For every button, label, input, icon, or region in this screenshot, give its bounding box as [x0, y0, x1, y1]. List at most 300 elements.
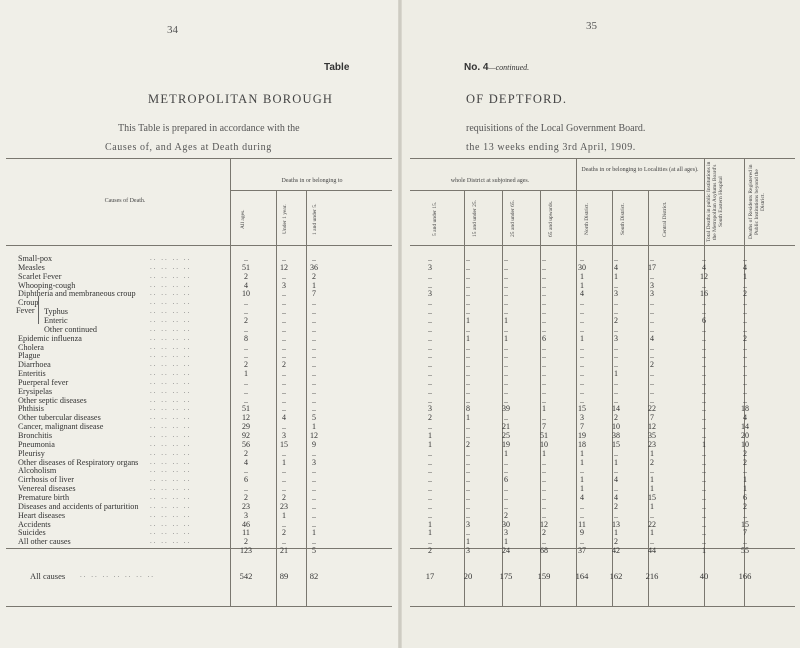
table-cell: 1 — [580, 448, 584, 458]
leader-dots: .. .. .. .. — [150, 307, 192, 316]
leader-dots: .. .. .. .. — [150, 262, 192, 271]
table-cell: .. — [650, 386, 654, 396]
table-cell: .. — [312, 466, 316, 476]
cause-label: Small-pox — [18, 254, 53, 263]
table-cell: 4 — [650, 333, 654, 343]
table-cell: 20 — [741, 431, 749, 440]
table-cell: .. — [428, 484, 432, 494]
table-cell: .. — [580, 386, 584, 396]
table-cell: .. — [580, 351, 584, 361]
header-rule-left — [6, 245, 392, 246]
table-cell: 1 — [580, 333, 584, 343]
table-cell: .. — [466, 298, 470, 308]
table-cell: .. — [542, 466, 546, 476]
table-cell: .. — [702, 254, 706, 263]
table-cell: .. — [702, 298, 706, 308]
table-cell: .. — [504, 501, 508, 511]
table-cell: 2 — [466, 439, 470, 449]
table-cell: .. — [743, 537, 747, 547]
table-cell: 1 — [466, 333, 470, 343]
right-subtitle2: the 13 weeks ending 3rd April, 1909. — [466, 142, 636, 153]
cause-label: Scarlet Fever — [18, 271, 62, 281]
table-cell: .. — [282, 537, 286, 547]
table-cell: .. — [312, 395, 316, 405]
table-cell: 4 — [244, 457, 248, 467]
table-cell: .. — [580, 377, 584, 387]
table-cell: .. — [312, 377, 316, 387]
leader-dots: .. .. .. .. — [150, 431, 192, 439]
table-cell: 2 — [650, 457, 654, 467]
left-page-number: 34 — [167, 24, 178, 36]
table-cell: 2 — [504, 510, 508, 520]
leader-dots: .. .. .. .. — [150, 466, 192, 475]
table-cell: .. — [702, 431, 706, 440]
table-cell: 51 — [540, 431, 548, 440]
table-cell: 4 — [702, 262, 706, 272]
table-cell: 4 — [282, 413, 286, 423]
table-cell: .. — [580, 324, 584, 334]
vrule — [230, 158, 231, 606]
table-cell: .. — [650, 369, 654, 379]
right-page-number: 35 — [586, 20, 597, 32]
table-cell: .. — [282, 289, 286, 299]
table-cell: .. — [614, 484, 618, 494]
table-cell: .. — [312, 386, 316, 396]
table-cell: .. — [428, 369, 432, 379]
table-cell: .. — [466, 501, 470, 511]
table-cell: .. — [614, 307, 618, 317]
table-cell: 8 — [466, 404, 470, 414]
table-cell: 14 — [741, 422, 749, 432]
leader-dots: .. .. .. .. — [150, 537, 192, 546]
table-cell: .. — [702, 333, 706, 343]
cause-label: Enteritis — [18, 369, 46, 379]
header-rule-right — [410, 245, 795, 246]
table-cell: .. — [312, 537, 316, 547]
cause-label: Phthisis — [18, 404, 44, 414]
table-cell: .. — [312, 298, 316, 308]
table-cell: .. — [542, 395, 546, 405]
table-cell: .. — [542, 457, 546, 467]
table-cell: 2 — [244, 537, 248, 547]
cause-label: Croup — [18, 298, 39, 308]
bottom-rule-left — [6, 606, 392, 607]
table-cell: 13 — [612, 519, 620, 529]
table-cell: .. — [743, 254, 747, 263]
table-cell: 24 — [502, 546, 510, 556]
table-cell: .. — [702, 369, 706, 379]
table-cell: .. — [282, 298, 286, 308]
leader-dots: .. .. .. .. — [150, 475, 192, 484]
table-cell: 2 — [244, 315, 248, 325]
table-cell: .. — [650, 466, 654, 476]
table-cell: 11 — [578, 519, 586, 529]
table-cell: .. — [312, 369, 316, 379]
table-cell: .. — [702, 395, 706, 405]
table-cell: .. — [702, 448, 706, 458]
table-cell: .. — [282, 254, 286, 263]
table-cell: 1 — [282, 510, 286, 520]
table-cell: 2 — [743, 457, 747, 467]
table-cell: 1 — [282, 457, 286, 467]
table-cell: 4 — [743, 262, 747, 272]
table-cell: 1 — [466, 315, 470, 325]
table-cell: 1 — [312, 422, 316, 432]
table-cell: .. — [428, 448, 432, 458]
cause-label: Bronchitis — [18, 431, 53, 440]
table-cell: .. — [542, 315, 546, 325]
table-cell: .. — [428, 298, 432, 308]
table-cell: 23 — [242, 501, 250, 511]
leader-dots: .. .. .. .. — [150, 271, 192, 280]
table-cell: 2 — [282, 492, 286, 502]
table-cell: 3 — [282, 431, 286, 440]
table-cell: 1 — [466, 537, 470, 547]
table-cell: .. — [312, 404, 316, 414]
table-cell: .. — [702, 377, 706, 387]
cause-label: Whooping-cough — [18, 280, 76, 290]
table-cell: .. — [542, 289, 546, 299]
table-cell: 44 — [648, 546, 656, 556]
table-cell: .. — [282, 351, 286, 361]
group-header-localities: Deaths in or belonging to Localities (at all ages). — [581, 167, 699, 173]
table-cell: 7 — [650, 413, 654, 423]
table-cell: .. — [743, 510, 747, 520]
table-cell: 3 — [614, 289, 618, 299]
table-cell: .. — [282, 475, 286, 485]
table-cell: .. — [428, 280, 432, 290]
table-cell: .. — [542, 342, 546, 352]
table-cell: .. — [312, 315, 316, 325]
table-cell: 2 — [650, 360, 654, 370]
table-cell: 2 — [614, 537, 618, 547]
table-cell: .. — [428, 386, 432, 396]
table-cell: .. — [312, 448, 316, 458]
table-cell: .. — [650, 510, 654, 520]
table-cell: 1 — [580, 457, 584, 467]
leader-dots: .. .. .. .. — [150, 448, 192, 457]
table-cell: .. — [614, 448, 618, 458]
bottom-rule-right — [410, 606, 795, 607]
table-number-label: No. 4—continued. — [464, 62, 530, 73]
table-cell: .. — [504, 492, 508, 502]
table-cell: .. — [650, 324, 654, 334]
table-cell: 1 — [312, 280, 316, 290]
table-cell: 1 — [580, 271, 584, 281]
table-cell: .. — [702, 307, 706, 317]
col-header-north: North District. — [584, 202, 590, 236]
table-cell: .. — [743, 298, 747, 308]
table-cell: 4 — [614, 475, 618, 485]
leader-dots: .. .. .. .. — [150, 422, 192, 431]
total-cell: 20 — [463, 571, 473, 581]
leader-dots: .. .. .. .. — [150, 333, 192, 342]
table-cell: 12 — [242, 413, 250, 423]
table-cell: .. — [312, 342, 316, 352]
cause-col-header: Causes of Death. — [104, 198, 146, 204]
table-cell: .. — [466, 280, 470, 290]
table-cell: .. — [650, 377, 654, 387]
table-cell: 3 — [580, 413, 584, 423]
table-cell: .. — [650, 271, 654, 281]
table-cell: 3 — [244, 510, 248, 520]
table-cell: .. — [312, 519, 316, 529]
table-cell: 15 — [578, 404, 586, 414]
leader-dots: .. .. .. .. .. .. .. — [80, 571, 155, 579]
total-cell: 175 — [499, 571, 513, 581]
table-cell: 1 — [312, 528, 316, 538]
table-cell: .. — [580, 342, 584, 352]
table-cell: .. — [244, 298, 248, 308]
table-cell: 6 — [504, 475, 508, 485]
table-cell: .. — [614, 324, 618, 334]
table-cell: 4 — [743, 413, 747, 423]
table-cell: 22 — [648, 519, 656, 529]
leader-dots: .. .. .. .. — [150, 342, 192, 351]
table-cell: .. — [312, 360, 316, 370]
table-cell: .. — [312, 324, 316, 334]
total-cell: 89 — [279, 571, 289, 581]
table-cell: 1 — [504, 315, 508, 325]
table-cell: .. — [580, 537, 584, 547]
cause-label: Measles — [18, 262, 45, 272]
table-cell: 15 — [648, 492, 656, 502]
table-cell: 4 — [580, 289, 584, 299]
table-cell: .. — [580, 360, 584, 370]
table-cell: .. — [743, 386, 747, 396]
table-cell: .. — [466, 528, 470, 538]
table-cell: .. — [428, 537, 432, 547]
table-cell: .. — [614, 298, 618, 308]
table-cell: .. — [650, 254, 654, 263]
table-cell: 10 — [741, 439, 749, 449]
table-cell: 1 — [244, 369, 248, 379]
table-cell: .. — [504, 271, 508, 281]
table-cell: .. — [702, 510, 706, 520]
table-cell: 2 — [244, 448, 248, 458]
table-cell: .. — [702, 280, 706, 290]
table-cell: .. — [428, 510, 432, 520]
table-cell: 8 — [244, 333, 248, 343]
total-rule-left — [6, 548, 392, 549]
table-cell: .. — [282, 386, 286, 396]
table-cell: .. — [542, 369, 546, 379]
table-cell: 18 — [741, 404, 749, 414]
table-cell: .. — [244, 342, 248, 352]
table-cell: .. — [282, 422, 286, 432]
table-cell: 1 — [702, 439, 706, 449]
cause-label: Premature birth — [18, 492, 70, 502]
col-header-15-25: 15 and under 25. — [472, 200, 478, 238]
table-cell: .. — [542, 298, 546, 308]
cause-label: Plague — [18, 351, 41, 361]
table-cell: .. — [504, 457, 508, 467]
table-cell: .. — [580, 254, 584, 263]
leader-dots: .. .. .. .. — [150, 351, 192, 360]
total-cell: 159 — [537, 571, 551, 581]
left-subtitle: This Table is prepared in accordance with the — [118, 123, 300, 134]
table-cell: .. — [428, 501, 432, 511]
table-cell: .. — [650, 342, 654, 352]
table-cell: .. — [542, 262, 546, 272]
table-cell: .. — [650, 315, 654, 325]
table-cell: .. — [282, 271, 286, 281]
table-cell: 1 — [650, 475, 654, 485]
table-cell: .. — [428, 271, 432, 281]
table-cell: .. — [466, 342, 470, 352]
col-header-1-5: 1 and under 5. — [312, 203, 318, 235]
total-cell: 166 — [738, 571, 752, 581]
table-cell: .. — [428, 342, 432, 352]
table-cell: .. — [428, 324, 432, 334]
table-rule-top-left — [6, 158, 392, 159]
table-cell: .. — [504, 342, 508, 352]
table-cell: .. — [614, 254, 618, 263]
table-cell: .. — [702, 484, 706, 494]
table-cell: 4 — [614, 492, 618, 502]
table-cell: 3 — [428, 404, 432, 414]
table-cell: .. — [282, 404, 286, 414]
table-cell: 2 — [743, 501, 747, 511]
book-spine — [398, 0, 402, 648]
table-cell: .. — [466, 457, 470, 467]
table-cell: .. — [702, 457, 706, 467]
col-header-residents-beyond: Deaths of Residents Registered in Public Institutions beyond the District. — [748, 164, 766, 240]
table-cell: .. — [466, 377, 470, 387]
table-cell: 2 — [244, 492, 248, 502]
table-cell: .. — [466, 484, 470, 494]
table-cell: 1 — [702, 546, 706, 556]
table-cell: 1 — [504, 333, 508, 343]
table-cell: 2 — [614, 315, 618, 325]
leader-dots: .. .. .. .. — [150, 360, 192, 369]
table-cell: 1 — [466, 413, 470, 423]
table-cell: .. — [702, 501, 706, 511]
table-cell: .. — [466, 466, 470, 476]
table-cell: 39 — [502, 404, 510, 414]
table-cell: .. — [312, 484, 316, 494]
table-cell: 68 — [540, 546, 548, 556]
table-cell: .. — [282, 377, 286, 387]
leader-dots: .. .. .. .. — [150, 528, 192, 537]
table-cell: 21 — [280, 546, 288, 556]
table-cell: 10 — [242, 289, 250, 299]
table-cell: 19 — [578, 431, 586, 440]
col-header-all-ages: All ages. — [240, 209, 246, 229]
table-cell: 35 — [648, 431, 656, 440]
table-cell: 1 — [650, 484, 654, 494]
leader-dots: .. .. .. .. — [150, 484, 192, 493]
leader-dots: .. .. .. .. — [150, 492, 192, 501]
table-cell: 1 — [504, 537, 508, 547]
table-cell: .. — [244, 466, 248, 476]
table-cell: .. — [542, 492, 546, 502]
table-cell: 12 — [310, 431, 318, 440]
table-cell: .. — [466, 431, 470, 440]
total-cell: 162 — [609, 571, 623, 581]
cause-label: Diphtheria and membraneous croup — [18, 289, 136, 299]
leader-dots: .. .. .. .. — [150, 501, 192, 510]
cause-label: Heart diseases — [18, 510, 66, 520]
table-cell: 7 — [542, 422, 546, 432]
table-cell: .. — [542, 360, 546, 370]
table-cell: .. — [504, 324, 508, 334]
table-cell: 51 — [242, 262, 250, 272]
table-cell: .. — [282, 395, 286, 405]
table-cell: 1 — [580, 280, 584, 290]
table-cell: 2 — [244, 360, 248, 370]
table-cell: 10 — [612, 422, 620, 432]
table-cell: .. — [504, 289, 508, 299]
cause-label: Erysipelas — [18, 386, 53, 396]
leader-dots: .. .. .. .. — [150, 324, 192, 333]
cause-label: Puerperal fever — [18, 377, 69, 387]
leader-dots: .. .. .. .. — [150, 289, 192, 298]
table-cell: .. — [466, 262, 470, 272]
cause-label: Accidents — [18, 519, 51, 529]
col-header-5-15: 5 and under 15. — [432, 201, 438, 237]
table-cell: 19 — [502, 439, 510, 449]
table-cell: .. — [504, 351, 508, 361]
table-cell: .. — [542, 501, 546, 511]
table-cell: .. — [702, 422, 706, 432]
left-subtitle2: Causes of, and Ages at Death during — [105, 142, 272, 153]
table-cell: 23 — [280, 501, 288, 511]
table-cell: .. — [428, 307, 432, 317]
table-cell: .. — [466, 351, 470, 361]
table-cell: .. — [282, 307, 286, 317]
table-cell: .. — [312, 254, 316, 263]
table-cell: 3 — [650, 289, 654, 299]
total-cell: 82 — [309, 571, 319, 581]
table-cell: .. — [504, 280, 508, 290]
table-cell: .. — [650, 537, 654, 547]
total-cell: 164 — [575, 571, 589, 581]
table-cell: .. — [312, 510, 316, 520]
table-cell: 1 — [542, 404, 546, 414]
table-cell: 1 — [428, 519, 432, 529]
leader-dots: .. .. .. .. — [150, 510, 192, 519]
table-cell: 1 — [743, 271, 747, 281]
total-cell: 216 — [645, 571, 659, 581]
table-cell: 1 — [743, 484, 747, 494]
table-cell: .. — [614, 377, 618, 387]
leader-dots: .. .. .. .. — [150, 457, 192, 466]
table-cell: .. — [650, 351, 654, 361]
table-cell: 6 — [542, 333, 546, 343]
table-cell: 1 — [743, 475, 747, 485]
fever-bracket — [38, 296, 43, 324]
cause-label: Other septic diseases — [18, 395, 87, 405]
leader-dots: .. .. .. .. — [150, 519, 192, 528]
table-cell: .. — [542, 280, 546, 290]
table-cell: .. — [428, 422, 432, 432]
table-cell: .. — [282, 369, 286, 379]
table-cell: .. — [743, 395, 747, 405]
table-cell: .. — [614, 510, 618, 520]
table-cell: .. — [282, 315, 286, 325]
table-cell: .. — [312, 475, 316, 485]
table-cell: .. — [428, 457, 432, 467]
table-cell: 123 — [240, 546, 252, 556]
table-cell: 1 — [614, 528, 618, 538]
table-cell: .. — [542, 324, 546, 334]
col-header-under-1: Under 1 year. — [282, 204, 288, 234]
table-cell: .. — [282, 519, 286, 529]
table-cell: .. — [614, 386, 618, 396]
table-cell: .. — [580, 395, 584, 405]
table-cell: .. — [504, 360, 508, 370]
